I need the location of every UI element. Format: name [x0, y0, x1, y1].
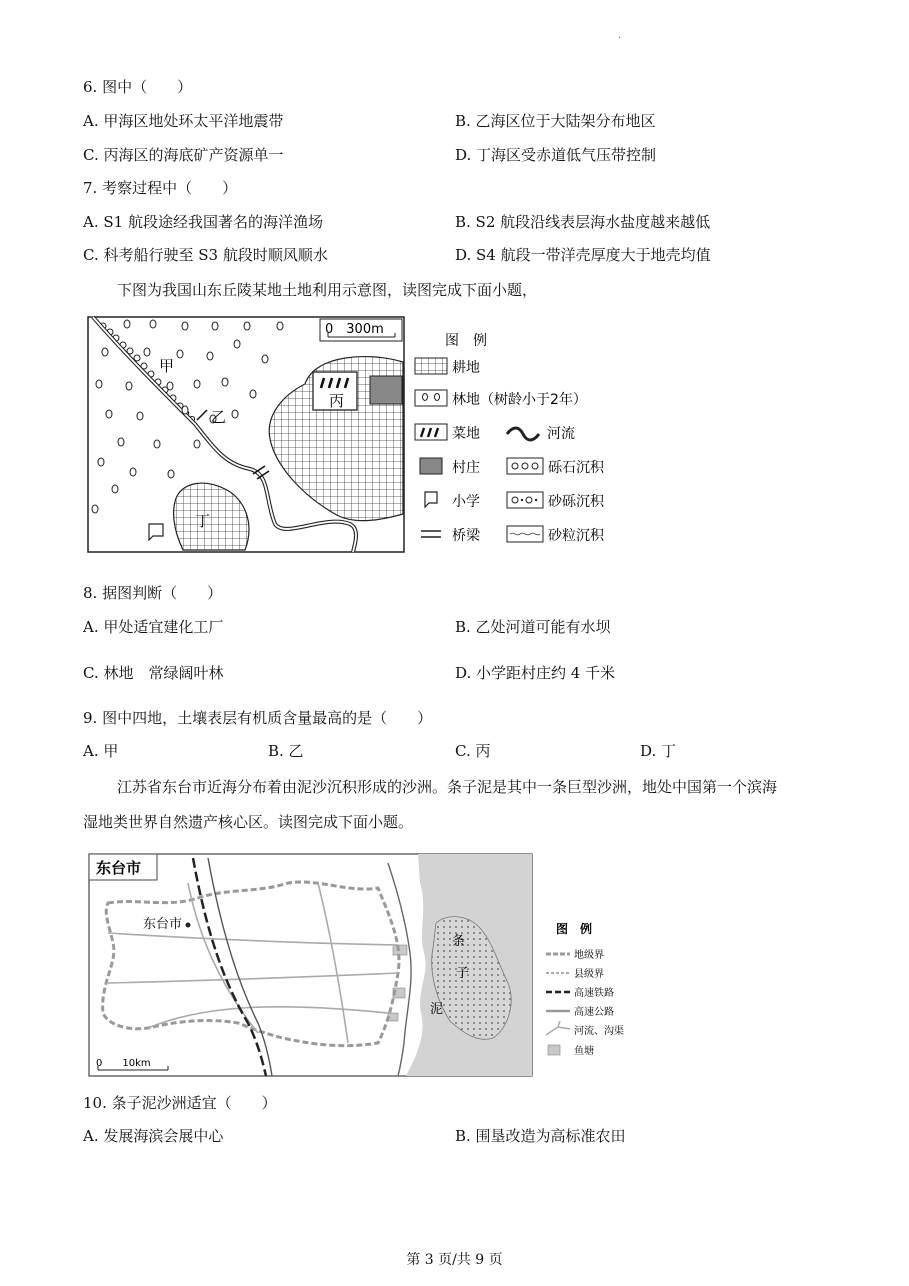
dongtai-figure — [88, 853, 648, 1079]
legend-sandgravel — [507, 492, 605, 510]
svg-text:砂粒沉积: 砂粒沉积 — [548, 528, 604, 544]
svg-text:地级界: 地级界 — [574, 950, 604, 961]
page-footer: 第 3 页/共 9 页 — [406, 1252, 503, 1268]
corner-mark: . — [618, 30, 622, 41]
legend2-title: 图 例 — [556, 922, 593, 936]
q8-option-c[interactable]: C. 林地 常绿阔叶林 — [83, 664, 224, 682]
legend2-highway — [546, 1005, 614, 1018]
q6-option-b[interactable]: B. 乙海区位于大陆架分布地区 — [455, 112, 656, 130]
svg-text:菜地: 菜地 — [452, 426, 480, 442]
city-label: 东台市 — [143, 917, 183, 932]
legend2-fishpond — [548, 1044, 594, 1057]
legend-river — [507, 425, 575, 442]
q9-option-a[interactable]: A. 甲 — [83, 742, 119, 760]
label-ding: 丁 — [195, 512, 211, 530]
legend2-county — [546, 968, 604, 980]
sandbar-char-2: 子 — [456, 966, 470, 981]
legend-school — [425, 492, 480, 510]
scale-text: 0 300m — [325, 322, 384, 337]
legend-bridge — [421, 527, 481, 544]
legend1-title: 图 例 — [445, 333, 487, 349]
svg-text:村庄: 村庄 — [452, 460, 480, 476]
legend-forest — [415, 390, 587, 408]
q7-option-d[interactable]: D. S4 航段一带洋壳厚度大于地壳均值 — [455, 246, 711, 264]
legend-vegetable — [415, 424, 480, 442]
intro-land-use: 下图为我国山东丘陵某地土地利用示意图，读图完成下面小题， — [117, 281, 538, 299]
q6-option-a[interactable]: A. 甲海区地处环太平洋地震带 — [83, 112, 284, 130]
q8-option-a[interactable]: A. 甲处适宜建化工厂 — [83, 618, 224, 636]
legend2-prefecture — [546, 948, 604, 961]
land-use-map — [85, 314, 615, 556]
svg-text:河流、沟渠: 河流、沟渠 — [574, 1026, 624, 1037]
q6-stem: 6. 图中（ ） — [83, 78, 193, 96]
q7-option-a[interactable]: A. S1 航段途经我国著名的海洋渔场 — [83, 213, 323, 231]
q9-option-d[interactable]: D. 丁 — [640, 742, 677, 760]
svg-text:高速铁路: 高速铁路 — [574, 988, 614, 999]
legend-farmland — [415, 358, 480, 376]
q8-option-b[interactable]: B. 乙处河道可能有水坝 — [455, 618, 611, 636]
svg-text:桥梁: 桥梁 — [452, 528, 480, 544]
svg-text:砾石沉积: 砾石沉积 — [548, 460, 604, 476]
q8-stem: 8. 据图判断（ ） — [83, 584, 223, 602]
scale2-text: 0 10km — [96, 1058, 151, 1069]
intro-dongtai-line1: 江苏省东台市近海分布着由泥沙沉积形成的沙洲。条子泥是其中一条巨型沙洲，地处中国第一个滨海 — [117, 778, 778, 796]
q7-option-c[interactable]: C. 科考船行驶至 S3 航段时顺风顺水 — [83, 246, 328, 264]
svg-text:县级界: 县级界 — [574, 969, 604, 980]
legend-gravel — [507, 458, 605, 476]
svg-text:鱼塘: 鱼塘 — [574, 1046, 594, 1057]
q10-option-b[interactable]: B. 围垦改造为高标准农田 — [455, 1127, 626, 1145]
sandbar-char-1: 条 — [452, 934, 466, 949]
village-block — [370, 376, 402, 404]
dongtai-title: 东台市 — [96, 859, 142, 877]
svg-text:林地（树龄小于2年）: 林地（树龄小于2年） — [452, 392, 587, 408]
svg-text:小学: 小学 — [452, 494, 480, 510]
legend-village — [420, 458, 480, 476]
svg-text:高速公路: 高速公路 — [574, 1007, 614, 1018]
dongtai-map — [88, 853, 648, 1079]
q9-option-c[interactable]: C. 丙 — [455, 742, 491, 760]
label-bing: 丙 — [329, 392, 345, 410]
q10-option-a[interactable]: A. 发展海滨会展中心 — [83, 1127, 224, 1145]
q10-stem: 10. 条子泥沙洲适宜（ ） — [83, 1094, 277, 1112]
q7-option-b[interactable]: B. S2 航段沿线表层海水盐度越来越低 — [455, 213, 711, 231]
legend-sand — [507, 526, 605, 544]
svg-text:河流: 河流 — [547, 426, 575, 442]
label-yi: 乙 — [211, 408, 227, 426]
label-jia: 甲 — [159, 357, 175, 375]
q8-option-d[interactable]: D. 小学距村庄约 4 千米 — [455, 664, 616, 682]
intro-dongtai-line2: 湿地类世界自然遗产核心区。读图完成下面小题。 — [83, 813, 414, 831]
q6-option-c[interactable]: C. 丙海区的海底矿产资源单一 — [83, 146, 284, 164]
svg-text:砂砾沉积: 砂砾沉积 — [548, 494, 604, 510]
svg-text:耕地: 耕地 — [452, 360, 480, 376]
land-use-figure — [85, 314, 615, 556]
q9-stem: 9. 图中四地，土壤表层有机质含量最高的是（ ） — [83, 709, 433, 727]
q7-stem: 7. 考察过程中（ ） — [83, 179, 238, 197]
q6-option-d[interactable]: D. 丁海区受赤道低气压带控制 — [455, 146, 657, 164]
legend2-river — [546, 1021, 624, 1037]
q9-option-b[interactable]: B. 乙 — [268, 742, 304, 760]
sandbar-char-3: 泥 — [430, 1002, 444, 1017]
legend2-railway — [546, 986, 614, 999]
